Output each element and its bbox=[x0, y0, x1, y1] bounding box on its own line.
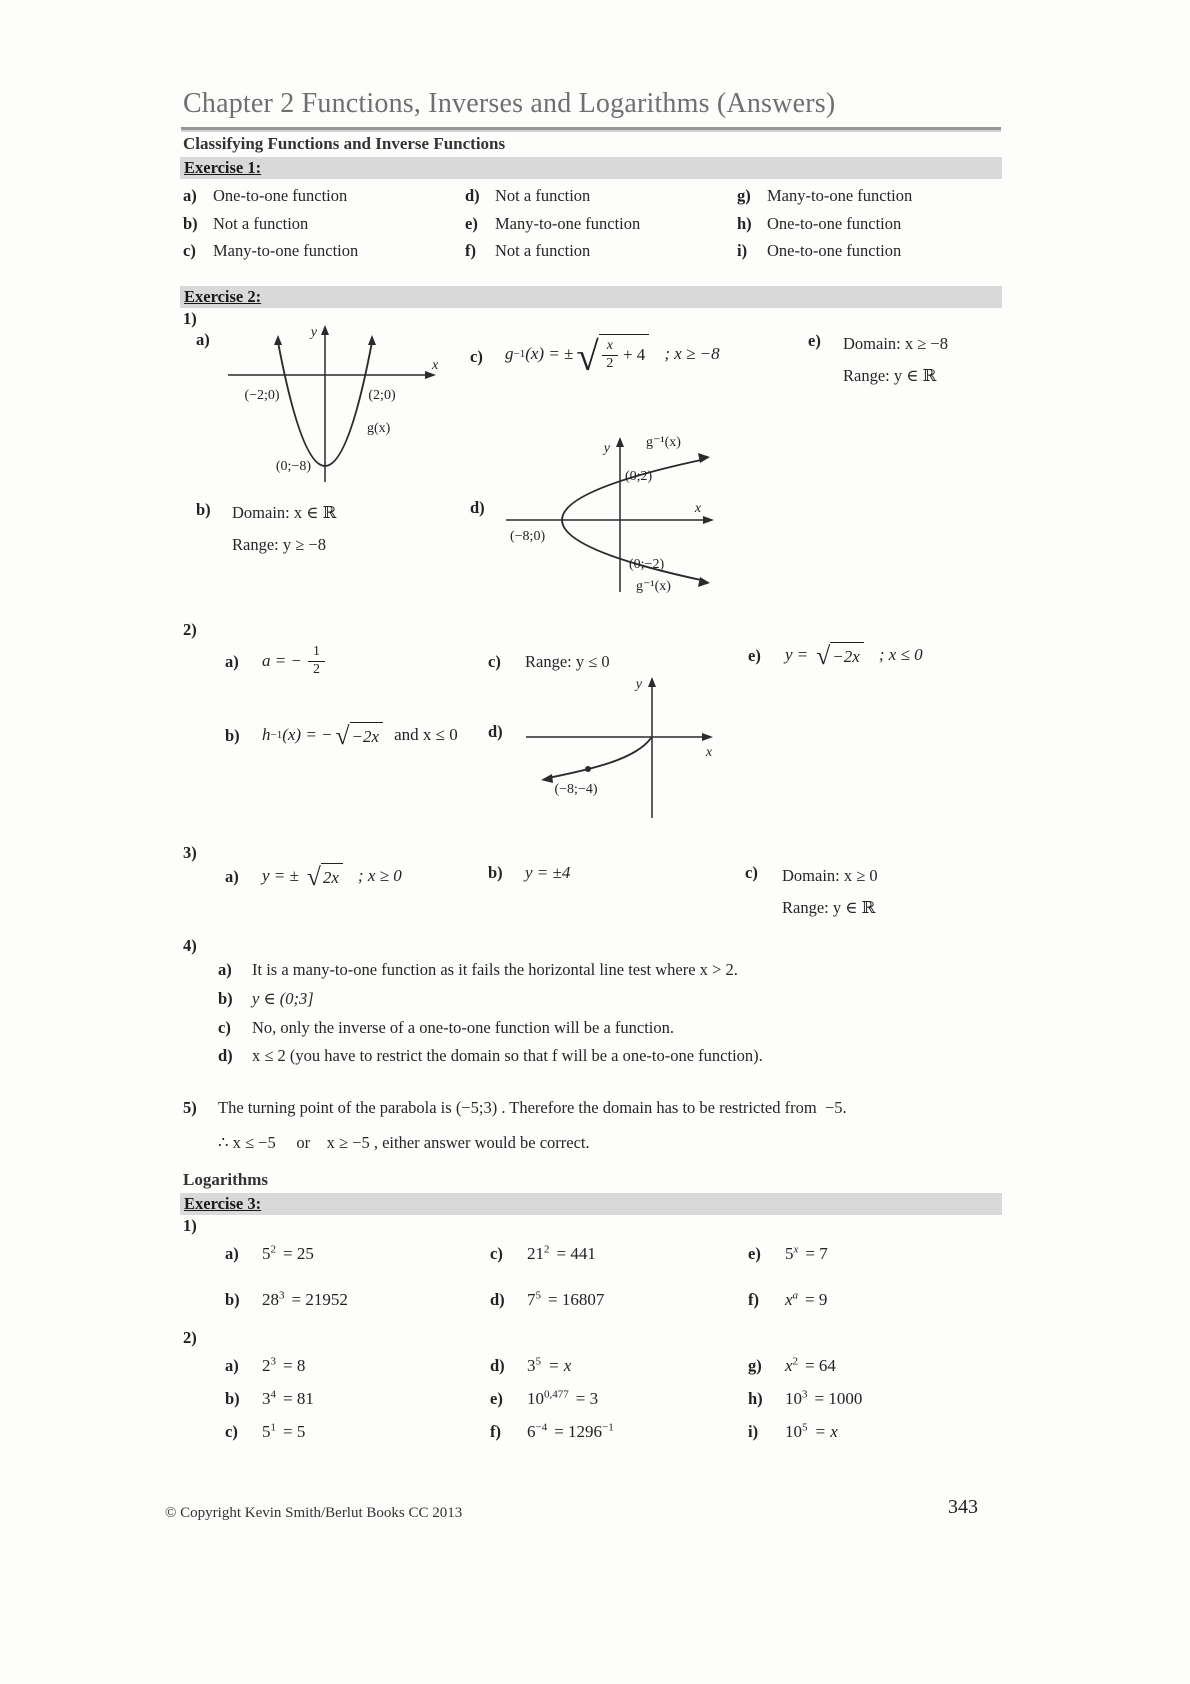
radical bbox=[576, 333, 649, 379]
base: x bbox=[785, 1290, 793, 1309]
answer-key: h) bbox=[737, 213, 752, 233]
item-key: b) bbox=[218, 989, 233, 1008]
vertex-label: (0;−8) bbox=[275, 459, 311, 474]
exponent: 3 bbox=[279, 1289, 285, 1302]
equation bbox=[527, 1290, 604, 1310]
graph-inverse-parabola bbox=[498, 430, 720, 598]
y-axis-label: y bbox=[603, 441, 610, 456]
item-key: d) bbox=[490, 1356, 505, 1375]
vertex-label: (−8;0) bbox=[510, 529, 546, 544]
exponent: 1 bbox=[270, 1421, 276, 1434]
answer-key: d) bbox=[465, 186, 480, 205]
fraction-numerator: 1 bbox=[308, 644, 325, 662]
answer-text: One-to-one function bbox=[213, 186, 348, 205]
item-key: a) bbox=[225, 652, 239, 671]
intercept-top-label: (0;2) bbox=[625, 469, 653, 484]
root-right-label: (2;0) bbox=[368, 388, 396, 403]
answer-1f bbox=[465, 241, 737, 269]
rhs: = 81 bbox=[283, 1389, 314, 1408]
point-marker bbox=[585, 766, 591, 772]
answer-text: It is a many-to-one function as it fails the horizontal line test where x > 2. bbox=[252, 960, 738, 979]
section-heading-classifying: Classifying Functions and Inverse Functions bbox=[183, 134, 506, 153]
item-key: e) bbox=[748, 1244, 761, 1263]
answer-1a bbox=[183, 186, 465, 214]
log-answer-c bbox=[490, 1244, 748, 1290]
rhs: = 441 bbox=[556, 1244, 596, 1263]
equation bbox=[262, 1356, 305, 1376]
exercise1-label: Exercise 1: bbox=[184, 158, 262, 177]
item-key: c) bbox=[488, 652, 501, 671]
item-key: f) bbox=[748, 1290, 759, 1309]
answer-text: Many-to-one function bbox=[767, 186, 913, 205]
fraction bbox=[308, 644, 325, 678]
item-key: f) bbox=[490, 1422, 501, 1441]
exponent: 2 bbox=[792, 1355, 799, 1368]
domain-text: Domain: x ≥ −8 bbox=[843, 334, 948, 353]
exponent: 4 bbox=[270, 1388, 276, 1401]
log-answer-d bbox=[490, 1356, 748, 1389]
x-axis-arrow-icon bbox=[703, 516, 714, 524]
formula-part: (x) = ± bbox=[525, 344, 574, 363]
fraction-denominator: 2 bbox=[312, 661, 320, 677]
curve-name-label: g(x) bbox=[367, 421, 391, 436]
curve-arrow-icon bbox=[274, 335, 282, 345]
rhs: = 16807 bbox=[548, 1290, 605, 1309]
exponent: 5 bbox=[535, 1289, 541, 1302]
log-answer-a bbox=[225, 1244, 490, 1290]
answer-text: One-to-one function bbox=[767, 241, 902, 260]
equation bbox=[785, 1244, 828, 1264]
answer-5-line2: ∴ x ≤ −5 or x ≥ −5 , either answer would be correct. bbox=[218, 1133, 590, 1152]
formula-part: y = ± bbox=[262, 866, 299, 885]
formula-part: y = bbox=[785, 645, 809, 664]
exercise3-label: Exercise 3: bbox=[184, 1194, 262, 1213]
item-key: h) bbox=[748, 1389, 763, 1408]
curve-arrow-icon bbox=[698, 577, 710, 587]
answer-text: One-to-one function bbox=[767, 213, 902, 233]
rhs: = 7 bbox=[805, 1244, 828, 1263]
radicand bbox=[599, 334, 650, 375]
item-key: g) bbox=[748, 1356, 762, 1375]
curve-arrow-icon bbox=[368, 335, 376, 345]
y-axis-arrow-icon bbox=[321, 325, 329, 335]
item-key: c) bbox=[470, 347, 483, 366]
question-number: 2) bbox=[183, 1328, 197, 1347]
answer-5-line1: The turning point of the parabola is (−5;3) . Therefore the domain has to be restricted from −5. bbox=[218, 1098, 847, 1117]
base: 7 bbox=[527, 1290, 536, 1309]
inverse-formula-y bbox=[262, 861, 402, 891]
answer-1b bbox=[183, 214, 465, 242]
domain-text: Domain: x ≥ 0 bbox=[782, 866, 878, 885]
answer-1e bbox=[465, 214, 737, 242]
base: 2 bbox=[262, 1356, 271, 1375]
answer-text: No, only the inverse of a one-to-one function will be a function. bbox=[252, 1018, 675, 1037]
answer-4a bbox=[218, 960, 1018, 980]
item-key: b) bbox=[225, 1389, 240, 1408]
formula-part: (x) = − bbox=[282, 725, 333, 744]
item-key: d) bbox=[490, 1290, 505, 1309]
graph-sqrt-curve bbox=[518, 672, 720, 824]
x-axis-label: x bbox=[694, 501, 702, 516]
log-answer-g bbox=[748, 1356, 1005, 1389]
answer-1g bbox=[737, 186, 995, 214]
y-axis-label: y bbox=[310, 325, 317, 340]
exponent: a bbox=[792, 1289, 799, 1302]
question-number: 3) bbox=[183, 843, 197, 862]
answer-text: Not a function bbox=[495, 241, 591, 260]
domain-condition: ; x ≤ 0 bbox=[878, 645, 923, 664]
answer-1d bbox=[465, 186, 737, 214]
equation bbox=[785, 1389, 862, 1409]
inverse-formula-h-positive bbox=[785, 640, 923, 670]
curve-arrow-icon bbox=[541, 774, 553, 783]
base: x bbox=[785, 1356, 793, 1375]
sqrt-sign: √ bbox=[576, 333, 599, 379]
title-underline bbox=[181, 127, 1001, 130]
item-key: a) bbox=[196, 330, 210, 349]
log-answer-i bbox=[748, 1422, 1005, 1455]
curve-arrow-icon bbox=[698, 453, 710, 463]
item-key: c) bbox=[745, 863, 758, 882]
domain-condition: ; x ≥ 0 bbox=[357, 866, 402, 885]
sqrt-curve bbox=[548, 738, 651, 778]
fraction bbox=[602, 338, 618, 372]
base: 3 bbox=[527, 1356, 536, 1375]
exponent: 3 bbox=[270, 1355, 276, 1368]
item-key: e) bbox=[808, 331, 821, 350]
exercise3-q1-answers bbox=[225, 1244, 1005, 1336]
range-text: Range: y ≥ −8 bbox=[232, 535, 326, 554]
y-axis-arrow-icon bbox=[648, 677, 656, 687]
equation bbox=[262, 1290, 348, 1310]
a-value-formula bbox=[262, 636, 326, 686]
root-left-label: (−2;0) bbox=[244, 388, 280, 403]
question-number: 1) bbox=[183, 1216, 197, 1235]
exercise2-header-bar bbox=[180, 286, 1002, 308]
equation bbox=[262, 1389, 314, 1409]
base: 5 bbox=[262, 1244, 271, 1263]
answer-4b bbox=[218, 989, 1018, 1009]
radical bbox=[306, 862, 343, 892]
answer-key: e) bbox=[465, 213, 478, 233]
exponent: 2 bbox=[270, 1243, 276, 1256]
graph-parabola-g bbox=[210, 320, 442, 490]
base: 10 bbox=[785, 1422, 802, 1441]
rhs-exponent: −1 bbox=[602, 1421, 614, 1434]
item-key: d) bbox=[218, 1046, 233, 1065]
base: 6 bbox=[527, 1422, 536, 1441]
log-answer-b bbox=[225, 1290, 490, 1336]
point-label: (−8;−4) bbox=[554, 782, 598, 797]
equation bbox=[785, 1356, 836, 1376]
domain-condition: ; x ≥ −8 bbox=[664, 344, 720, 363]
domain-text: Domain: x ∈ ℝ bbox=[232, 503, 337, 522]
section-heading-logarithms: Logarithms bbox=[183, 1170, 268, 1189]
sqrt-sign: √ bbox=[816, 641, 831, 671]
equation bbox=[262, 1422, 305, 1442]
radical bbox=[816, 641, 864, 671]
inverse-formula-h: h −1 (x) = − √ −2x and x ≤ 0 bbox=[262, 721, 458, 751]
exponent: 5 bbox=[535, 1355, 541, 1368]
curve-name-top-label: g⁻¹(x) bbox=[646, 435, 681, 450]
formula-part: a = − bbox=[262, 651, 302, 670]
formula-part: g bbox=[505, 344, 514, 363]
exponent: 3 bbox=[802, 1388, 808, 1401]
range-text: Range: y ∈ ℝ bbox=[782, 898, 876, 917]
question-number: 4) bbox=[183, 936, 197, 955]
y-axis-label: y bbox=[635, 677, 642, 692]
log-answer-e bbox=[490, 1389, 748, 1422]
rhs: = 3 bbox=[575, 1389, 599, 1408]
answer-key: c) bbox=[183, 241, 196, 260]
answer-1i bbox=[737, 241, 995, 269]
equation bbox=[527, 1244, 596, 1264]
exponent: x bbox=[793, 1243, 799, 1256]
rhs: = 9 bbox=[805, 1290, 828, 1309]
domain-range-block bbox=[232, 497, 336, 561]
radicand-tail: + 4 bbox=[622, 345, 646, 365]
answer-key: g) bbox=[737, 186, 751, 205]
exponent: 2 bbox=[544, 1243, 550, 1256]
exercise1-header-bar bbox=[180, 157, 1002, 179]
curve-name-bottom-label: g⁻¹(x) bbox=[636, 579, 671, 594]
answer-text: Many-to-one function bbox=[495, 213, 641, 233]
answer-key: a) bbox=[183, 186, 197, 205]
question-number: 5) bbox=[183, 1098, 197, 1117]
base: 10 bbox=[785, 1389, 802, 1408]
item-key: a) bbox=[225, 1356, 239, 1375]
log-answer-e bbox=[748, 1244, 1005, 1290]
rhs: = 8 bbox=[283, 1356, 306, 1375]
copyright-text: © Copyright Kevin Smith/Berlut Books CC 2013 bbox=[165, 1505, 463, 1521]
exponent: 5 bbox=[802, 1421, 808, 1434]
answer-text: y ∈ (0;3] bbox=[252, 989, 314, 1008]
radicand: −2x bbox=[830, 642, 864, 668]
sqrt-sign: √ bbox=[306, 862, 321, 892]
log-answer-a bbox=[225, 1356, 490, 1389]
rhs: = 64 bbox=[805, 1356, 836, 1375]
exponent: 0,477 bbox=[544, 1388, 569, 1401]
base: 3 bbox=[262, 1389, 271, 1408]
radical bbox=[335, 721, 384, 751]
log-answer-b bbox=[225, 1389, 490, 1422]
rhs: = 1000 bbox=[814, 1389, 863, 1408]
answer-1c bbox=[183, 241, 465, 269]
base: 21 bbox=[527, 1244, 544, 1263]
answer-4d bbox=[218, 1046, 1018, 1066]
log-answer-c bbox=[225, 1422, 490, 1455]
equation bbox=[785, 1422, 838, 1442]
rhs: = 25 bbox=[283, 1244, 314, 1263]
range-text: Range: y ≤ 0 bbox=[525, 652, 610, 671]
item-key: d) bbox=[488, 722, 503, 741]
fraction-numerator: x bbox=[602, 338, 618, 356]
formula-text: y = ±4 bbox=[525, 863, 571, 882]
radicand: 2x bbox=[321, 863, 343, 889]
log-answer-d bbox=[490, 1290, 748, 1336]
item-key: a) bbox=[218, 960, 232, 979]
answer-text: Not a function bbox=[213, 213, 309, 233]
rhs: = x bbox=[548, 1356, 572, 1375]
answer-4c bbox=[218, 1018, 1018, 1038]
exercise2-label: Exercise 2: bbox=[184, 287, 262, 306]
equation bbox=[527, 1422, 614, 1442]
question-number: 2) bbox=[183, 620, 197, 639]
radicand: −2x bbox=[350, 722, 384, 748]
answer-1h bbox=[737, 214, 995, 242]
sqrt-sign: √ bbox=[335, 721, 350, 751]
answer-text: Not a function bbox=[495, 186, 591, 205]
chapter-title: Chapter 2 Functions, Inverses and Logarithms (Answers) bbox=[183, 88, 836, 119]
item-key: b) bbox=[488, 863, 503, 882]
formula-part: h bbox=[262, 725, 271, 744]
exercise3-q2-answers bbox=[225, 1356, 1005, 1455]
item-key: b) bbox=[196, 500, 211, 519]
rhs: = 1296 bbox=[554, 1422, 603, 1441]
domain-range-block bbox=[843, 328, 948, 392]
x-axis-arrow-icon bbox=[702, 733, 713, 741]
base: 5 bbox=[262, 1422, 271, 1441]
base: 5 bbox=[785, 1244, 794, 1263]
item-key: e) bbox=[490, 1389, 503, 1408]
page-number: 343 bbox=[948, 1496, 978, 1518]
item-key: c) bbox=[490, 1244, 503, 1263]
item-key: a) bbox=[225, 1244, 239, 1263]
item-key: c) bbox=[218, 1018, 231, 1037]
exercise1-answers bbox=[183, 186, 995, 269]
fraction-denominator: 2 bbox=[606, 355, 614, 371]
item-key: c) bbox=[225, 1422, 238, 1441]
log-answer-f bbox=[490, 1422, 748, 1455]
intercept-bottom-label: (0;−2) bbox=[629, 557, 665, 572]
answer-key: b) bbox=[183, 213, 198, 233]
equation bbox=[527, 1356, 571, 1376]
x-axis-label: x bbox=[705, 745, 713, 760]
answer-key: i) bbox=[737, 241, 748, 260]
exercise3-header-bar bbox=[180, 1193, 1002, 1215]
answer-text: x ≤ 2 (you have to restrict the domain so that f will be a one-to-one function). bbox=[252, 1046, 763, 1065]
inverse-formula-g: g −1 (x) = ± √ $\frac{x}{2}$ + 4 ; x ≥ −8 bbox=[505, 333, 720, 379]
y-axis-arrow-icon bbox=[616, 437, 624, 447]
x-axis-label: x bbox=[432, 358, 439, 373]
question-number: 1) bbox=[183, 309, 197, 328]
rhs: = 21952 bbox=[291, 1290, 348, 1309]
item-key: b) bbox=[225, 726, 240, 745]
answer-text: Many-to-one function bbox=[213, 241, 359, 260]
item-key: d) bbox=[470, 498, 485, 517]
equation bbox=[262, 1244, 314, 1264]
exponent: −4 bbox=[535, 1421, 548, 1434]
base: 28 bbox=[262, 1290, 279, 1309]
rhs: = 5 bbox=[283, 1422, 306, 1441]
item-key: i) bbox=[748, 1422, 759, 1441]
domain-condition: and x ≤ 0 bbox=[394, 725, 458, 744]
domain-range-block bbox=[782, 860, 878, 924]
equation bbox=[527, 1389, 598, 1409]
log-answer-h bbox=[748, 1389, 1005, 1422]
item-key: b) bbox=[225, 1290, 240, 1309]
answer-key: f) bbox=[465, 241, 476, 260]
base: 10 bbox=[527, 1389, 544, 1408]
range-text: Range: y ∈ ℝ bbox=[843, 366, 937, 385]
rhs: = x bbox=[814, 1422, 838, 1441]
equation bbox=[785, 1290, 827, 1310]
log-answer-f bbox=[748, 1290, 1005, 1336]
item-key: a) bbox=[225, 867, 239, 886]
item-key: e) bbox=[748, 646, 761, 665]
